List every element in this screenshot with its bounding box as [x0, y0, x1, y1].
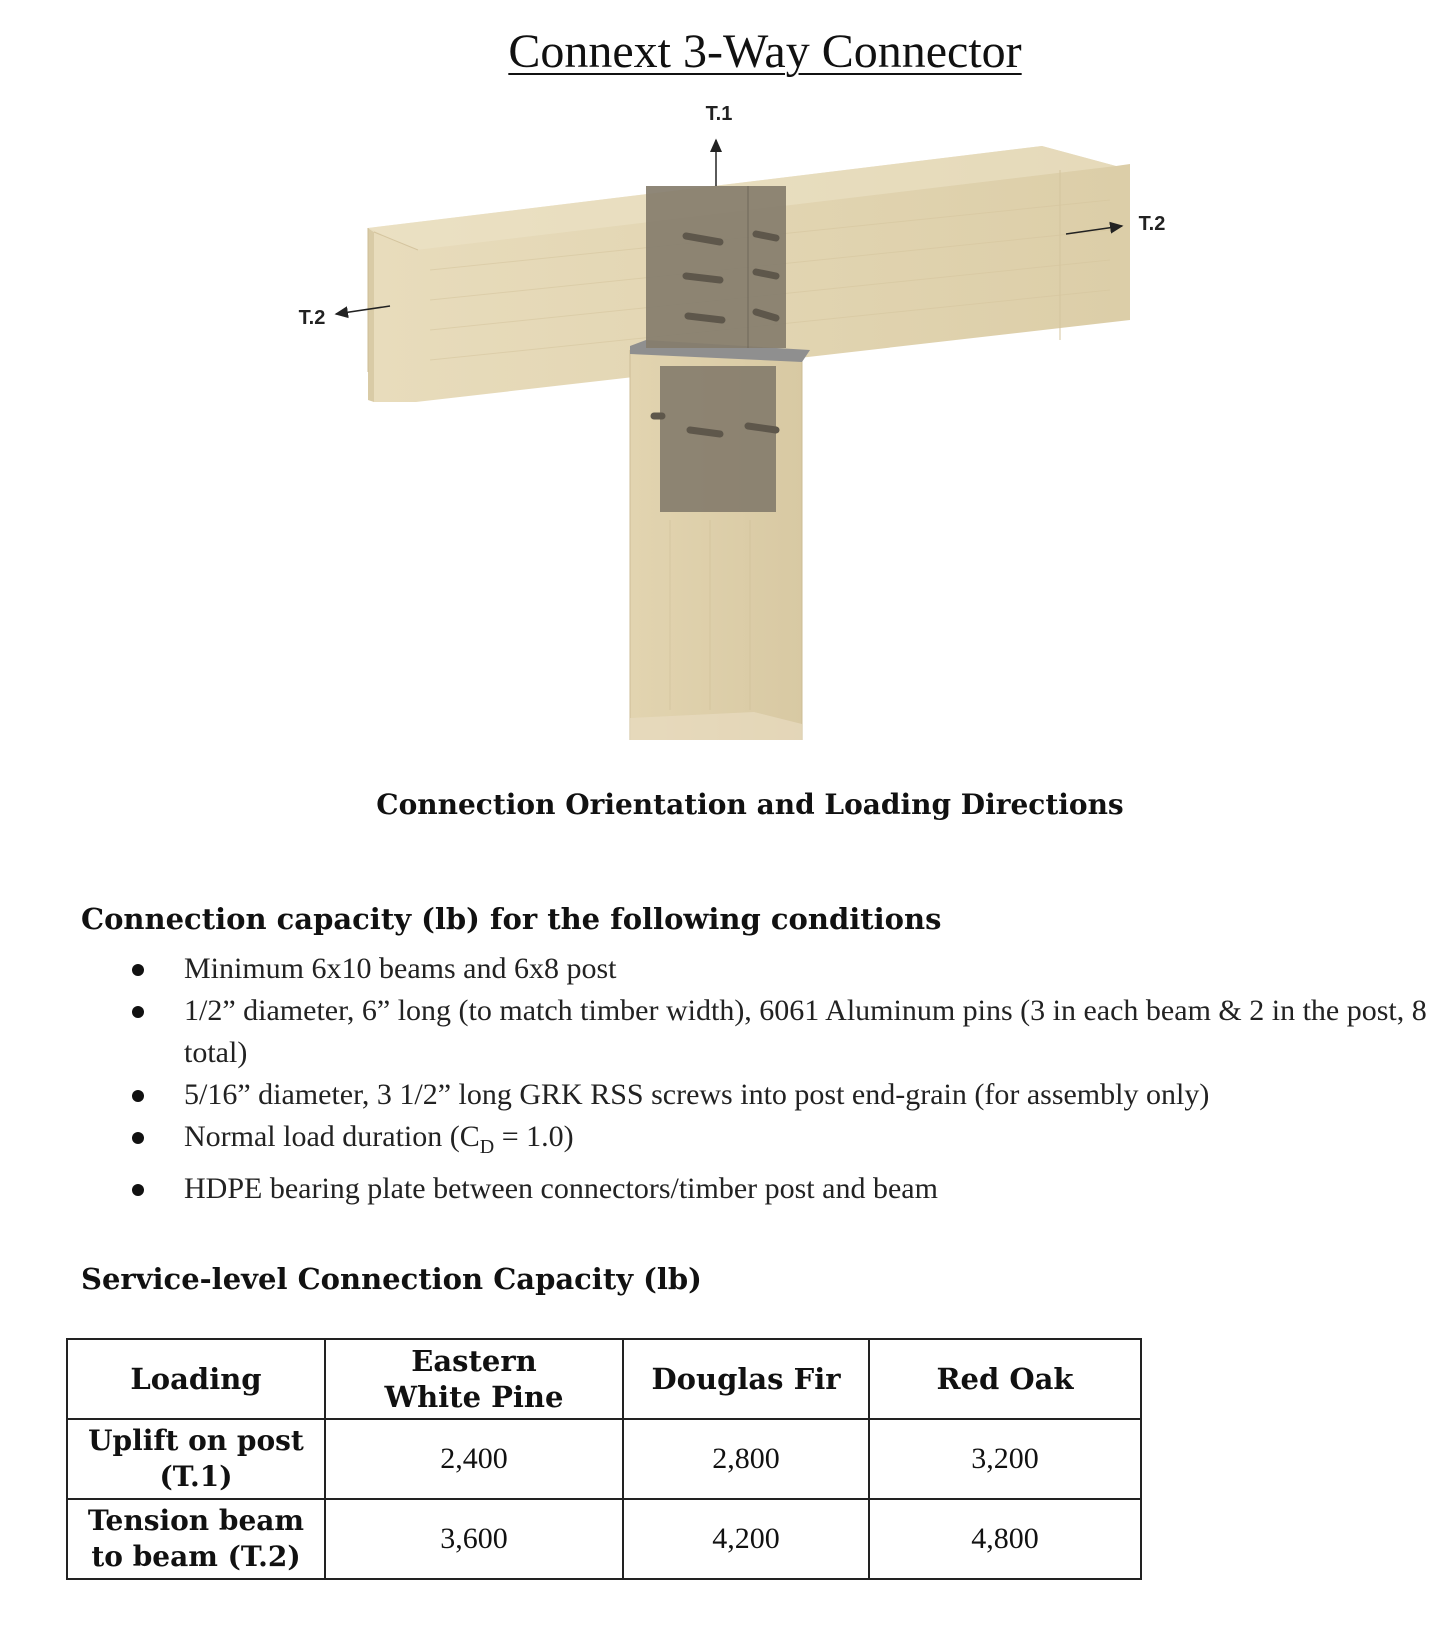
load-duration-prefix: Normal load duration (C: [184, 1120, 480, 1153]
t2-right-label: T.2: [1138, 213, 1166, 235]
capacity-table: [66, 1338, 1142, 1580]
table-cell: 3,200: [869, 1419, 1141, 1499]
table-cell: 4,800: [869, 1499, 1141, 1579]
conditions-heading: Connection capacity (lb) for the following conditions: [81, 902, 942, 936]
row-header-uplift: Uplift on post (T.1): [67, 1419, 325, 1499]
table-cell: 2,800: [623, 1419, 869, 1499]
column-header-douglas-fir: Douglas Fir: [623, 1339, 869, 1419]
list-item-load-duration: [120, 1116, 1440, 1168]
connector-plate-lower: [660, 366, 776, 512]
list-item: HDPE bearing plate between connectors/timber post and beam: [120, 1168, 1440, 1210]
table-row: [67, 1419, 1141, 1499]
row-header-tension: Tension beam to beam (T.2): [67, 1499, 325, 1579]
column-header-loading: Loading: [67, 1339, 325, 1419]
list-item: 1/2” diameter, 6” long (to match timber width), 6061 Aluminum pins (3 in each beam & 2 in the post, 8 total): [120, 990, 1440, 1074]
conditions-list: [120, 948, 1440, 1210]
column-header-red-oak: Red Oak: [869, 1339, 1141, 1419]
connection-figure: [290, 100, 1230, 780]
table-row: [67, 1499, 1141, 1579]
table-header-row: [67, 1339, 1141, 1419]
table-cell: 3,600: [325, 1499, 623, 1579]
t2-left-label: T.2: [298, 307, 326, 329]
column-header-eastern-white-pine: Eastern White Pine: [325, 1339, 623, 1419]
load-duration-subscript: D: [479, 1136, 495, 1158]
capacity-heading: Service-level Connection Capacity (lb): [81, 1262, 702, 1296]
page-title: Connext 3-Way Connector: [508, 25, 1022, 78]
t1-label: T.1: [705, 103, 733, 125]
table-cell: 4,200: [623, 1499, 869, 1579]
table-cell: 2,400: [325, 1419, 623, 1499]
load-duration-suffix: = 1.0): [494, 1120, 574, 1153]
list-item: Minimum 6x10 beams and 6x8 post: [120, 948, 1440, 990]
list-item: 5/16” diameter, 3 1/2” long GRK RSS screws into post end-grain (for assembly only): [120, 1074, 1440, 1116]
figure-caption: Connection Orientation and Loading Directions: [376, 788, 1124, 821]
connector-plate-upper: [646, 186, 786, 348]
